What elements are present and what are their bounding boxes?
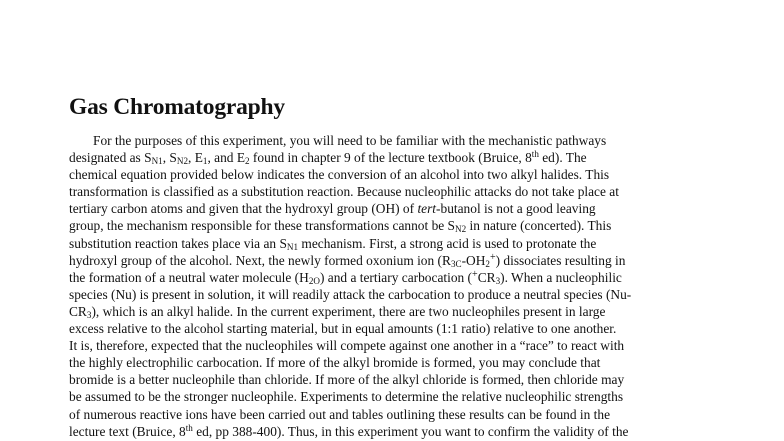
paragraph-line: be assumed to be the stronger nucleophile. Experiments to determine the relative nucleophilic strengths [69,389,624,405]
paragraph-line: the highly electrophilic carbocation. If more of the alkyl bromide is formed, you may conclude that [69,355,601,371]
paragraph-line: lecture text (Bruice, 8th ed, pp 388-400). Thus, in this experiment you want to confirm the validity of the [69,422,629,439]
paragraph-line: excess relative to the alcohol starting material, but in equal amounts (1:1 ratio) relative to one another. [69,321,617,337]
paragraph-line: chemical equation provided below indicates the conversion of an alcohol into two alkyl halides. This [69,167,610,183]
paragraph-line: It is, therefore, expected that the nucleophiles will compete against one another in a “race” to react with [69,338,625,354]
paragraph-line: transformation is classified as a substitution reaction. Because nucleophilic attacks do not take place at [69,184,619,200]
paragraph-line: substitution reaction takes place via an $S_{N1}$ mechanism. First, a strong acid is used to protonate the [69,235,597,252]
paragraph-line: group, the mechanism responsible for these transformations cannot be $S_{N2}$ in nature (concerted). This [69,218,612,235]
paragraph-line: the formation of a neutral water molecule $(H_{2O})$ and a tertiary carbocation $(^+CR_3)$. When a nucleophilic [69,268,622,286]
paragraph-line: tertiary carbon atoms and given that the hydroxyl group (OH) of tert-butanol is not a good leaving [69,201,596,217]
paragraph-line: species (Nu) is present in solution, it will readily attack the carbocation to produce a neutral species (Nu- [69,286,632,302]
paragraph-line: For the purposes of this experiment, you will need to be familiar with the mechanistic pathways [93,133,607,148]
paragraph-line: $CR_3$), which is an alkyl halide. In the current experiment, there are two nucleophiles present in large [69,303,606,320]
paragraph-line: designated as $S_{N1}$, $S_{N2}$, $E_1$, and $E_2$ found in chapter 9 of the lecture textbook (Bruice, 8th ed). The [69,149,587,166]
paragraph-line: bromide is a better nucleophile than chloride. If more of the alkyl chloride is formed, then chloride may [69,372,625,388]
body-paragraph [69,132,769,440]
paragraph-line: of numerous reactive ions have been carried out and tables outlining these results can be found in the [69,406,611,422]
paragraph-line: hydroxyl group of the alcohol. Next, the newly formed oxonium ion $(R_{3C}-OH_2^+)$ dissociates resulting in [69,251,626,269]
page-title: Gas Chromatography [69,94,285,120]
